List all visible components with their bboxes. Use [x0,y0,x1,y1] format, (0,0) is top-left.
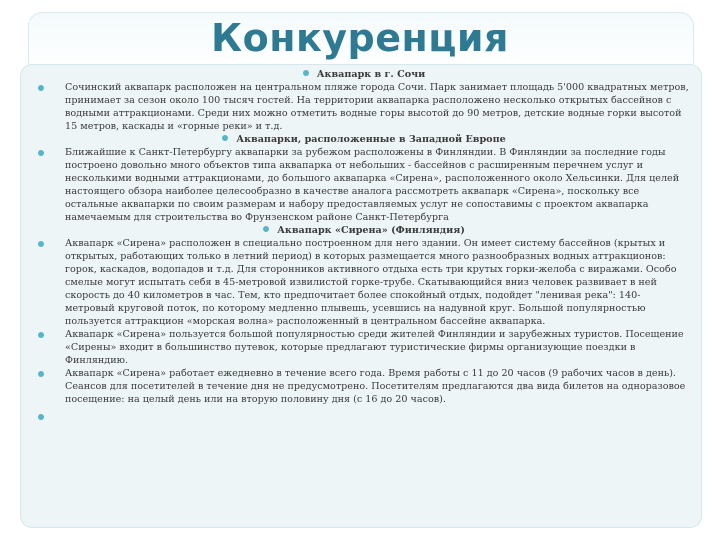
paragraph-europe: Ближайшие к Санкт-Петербургу аквапарки за рубежом расположены в Финляндии. В Финляндии за последние годы построено довольно много объектов типа аквапарка от небольших - бассейнов с расширенным перечнем услуг и несколькими водными аттракционами, до большого аквапарка «Сирена», расположенного около Хельсинки. Для целей настоящего обзора наиболее целесообразно в качестве аналога рассмотреть аквапарк «Сирена», поскольку все остальные аквапарки по своим размерам и набору предоставляемых услуг не сопоставимы с проектом аквапарка намечаемым для строительства во Фрунзенском районе Санкт-Петербурга [38,146,690,224]
bullet-icon [38,150,44,156]
empty-bullet-item [38,410,690,423]
bullet-icon [303,70,309,76]
heading-sirena: Аквапарк «Сирена» (Финляндия) [38,224,690,237]
bullet-icon [263,226,269,232]
paragraph-sirena-description: Аквапарк «Сирена» расположен в специально построенном для него здании. Он имеет систему бассейнов (крытых и открытых, работающих только в летний период) в которых размещается много разнообразных водных аттракционов: горок, каскадов, водопадов и т.д. Для сторонников активного отдыха есть три крутых горки-желоба с виражами. Особо смелые могут испытать себя в 45-метровой извилистой горке-трубе. Скатывающийся вниз человек развивает в ней скорость до 40 километров в час. Тем, кто предпочитает более спокойный отдых, подойдет "ленивая река": 140-метровый круговой поток, по которому медленно плывешь, усевшись на надувной круг. Большой популярностью пользуется аттракцион «морская волна» расположенный в центральном бассейне аквапарка. [38,237,690,328]
bullet-icon [38,414,44,420]
slide-title: Конкуренция [211,16,509,60]
heading-europe: Аквапарки, расположенные в Западной Европе [38,133,690,146]
bullet-icon [38,85,44,91]
paragraph-sirena-hours: Аквапарк «Сирена» работает ежедневно в течение всего года. Время работы с 11 до 20 часов (9 рабочих часов в день). Сеансов для посетителей в течение дня не предусмотрено. Посетителям предлагаются два вида билетов на одноразовое посещение: на целый день или на вторую половину дня (с 16 до 20 часов). [38,367,690,406]
paragraph-sirena-popularity: Аквапарк «Сирена» пользуется большой популярностью среди жителей Финляндии и зарубежных туристов. Посещение «Сирены» входит в большинство путевок, которые предлагают туристические фирмы организующие поездки в Финляндию. [38,328,690,367]
body-text [38,68,690,423]
bullet-icon [38,371,44,377]
paragraph-sochi: Сочинский аквапарк расположен на центральном пляже города Сочи. Парк занимает площадь 5'000 квадратных метров, принимает за сезон около 100 тысяч гостей. На территории аквапарка расположено несколько открытых бассейнов с водными аттракционами. Среди них можно отметить водные горы высотой до 90 метров, детские водные горки высотой 15 метров, каскады и «горные реки» и т.д. [38,81,690,133]
heading-sochi: Аквапарк в г. Сочи [38,68,690,81]
bullet-icon [38,332,44,338]
bullet-icon [222,135,228,141]
bullet-icon [38,241,44,247]
